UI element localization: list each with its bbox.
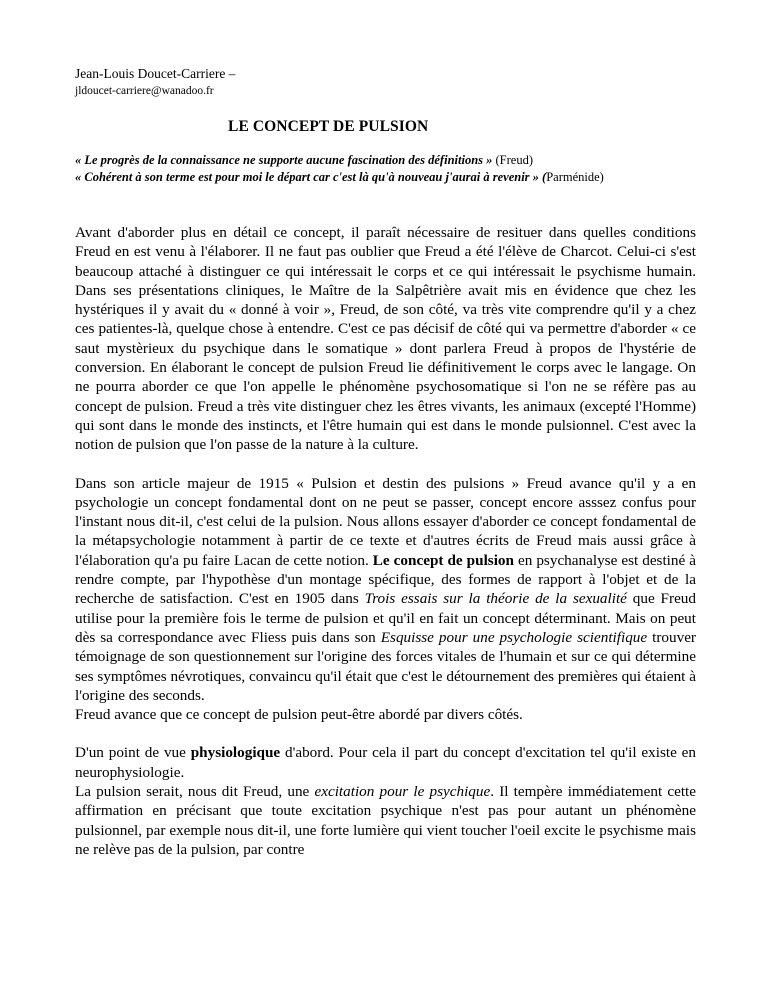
author-email: jldoucet-carriere@wanadoo.fr — [75, 85, 214, 97]
epigraph-1 — [75, 152, 695, 169]
body-text — [75, 223, 696, 878]
epigraph-source: Parménide) — [546, 170, 604, 184]
epigraph-quote: « Le progrès de la connaissance ne supporte aucune fascination des définitions » — [75, 153, 493, 167]
paragraph-4-text-b: . Il tempère immédiatement cette affirmation en précisant que toute excitation psychique n'est pas pour autant un phénomène pulsionnel, par exemple nous dit-il, une forte lumière qui vient toucher l'oeil excite le psychisme mais ne relève pas de la pulsion, par contre — [75, 783, 697, 858]
epigraph-block — [75, 152, 695, 186]
paragraph-2-text-b: en psychanalyse est destiné à rendre compte, par l'hypothèse d'un montage spécifique, des formes de rapport à l'objet et de la recherche de satisfaction. C'est en 1905 dans — [75, 551, 696, 608]
paragraph-2 — [75, 474, 696, 725]
epigraph-quote: « Cohérent à son terme est pour moi le départ car c'est là qu'à nouveau j'aurai à revenir » ( — [75, 170, 547, 184]
paragraph-3-text-b: d'abord. Pour cela il part du concept d'excitation tel qu'il existe en neurophysiologie. — [75, 744, 696, 781]
paragraph-3-bold: physiologique — [190, 744, 281, 762]
paragraph-4 — [75, 782, 696, 859]
paragraph-2-italic-title-2: Esquisse pour une psychologie scientifique — [380, 628, 648, 646]
paragraph-4-italic: excitation pour le psychique — [314, 783, 491, 801]
epigraph-source: (Freud) — [495, 153, 534, 167]
paragraph-2-text-c: que Freud utilise pour la première fois le terme de pulsion et qu'il en fait un concept déterminant. Mais on peut dès sa correspondance avec Fliess puis dans son — [75, 590, 696, 646]
paragraph-2-text-a: Dans son article majeur de 1915 « Pulsion et destin des pulsions » Freud avance qu'il y a en psychologie un concept fondamental dont on ne peut se passer, concept encore asssez confus pour l'instant nous dit-il, c'est celui de la pulsion. Nous allons essayer d'aborder ce concept fondamental de la métapsychologie notamment à partir de ce texte et d'autres écrits de Freud mais aussi grâce à l'élaboration qu'a pu faire Lacan de cette notion. — [75, 474, 696, 569]
paragraph-2-text-d: trouver témoignage de son questionnement sur l'origine des forces vitales de l'humain et sur ce qui détermine ses symptômes névrotiques, convaincu qu'il était que c'est le détournement des premières qui étaient à l'origine des seconds. — [75, 628, 696, 704]
document-title: LE CONCEPT DE PULSION — [228, 118, 429, 135]
paragraph-3-text-a: D'un point de vue — [75, 744, 191, 762]
author-name: Jean-Louis Doucet-Carriere – — [75, 66, 236, 81]
paragraph-2-italic-title-1: Trois essais sur la théorie de la sexualité — [364, 590, 627, 608]
epigraph-2 — [75, 169, 695, 186]
paragraph-2-last-line: Freud avance que ce concept de pulsion peut-être abordé par divers côtés. — [75, 706, 523, 724]
paragraph-2-bold: Le concept de pulsion — [372, 551, 514, 569]
paragraph-4-text-a: La pulsion serait, nous dit Freud, une — [75, 783, 315, 801]
paragraph-3 — [75, 743, 696, 859]
paragraph-1: Avant d'aborder plus en détail ce concept, il paraît nécessaire de resituer dans quelles conditions Freud en est venu à l'élaborer. Il ne faut pas oublier que Freud a été l'élève de Charcot. Celui-ci s'est beaucoup attaché à distinguer ce qui intéressait le corps et ce qui intéressait le psychisme humain. Dans ses présentations cliniques, le Maître de la Salpêtrière avait mis en évidence que chez les hystériques il y avait du « donné à voir », Freud, de son côté, va très vite comprendre qu'il y a chez ces patientes-là, quelque chose à entendre. C'est ce pas décisif de côté qui va permettre d'aborder « ce saut mystèrieux du psychique dans le somatique » dont parlera Freud à propos de l'hystérie de conversion. En élaborant le concept de pulsion Freud lie définitivement le corps avec le langage. On ne pourra aborder ce que l'on appelle le phénomène psychosomatique si l'on ne se réfère pas au concept de pulsion. Freud a très vite distinguer chez les êtres vivants, les animaux (excepté l'Homme) qui sont dans le monde des instincts, et l'être humain qui est dans le monde pulsionnel. C'est avec la notion de pulsion que l'on passe de la nature à la culture. — [75, 224, 696, 454]
